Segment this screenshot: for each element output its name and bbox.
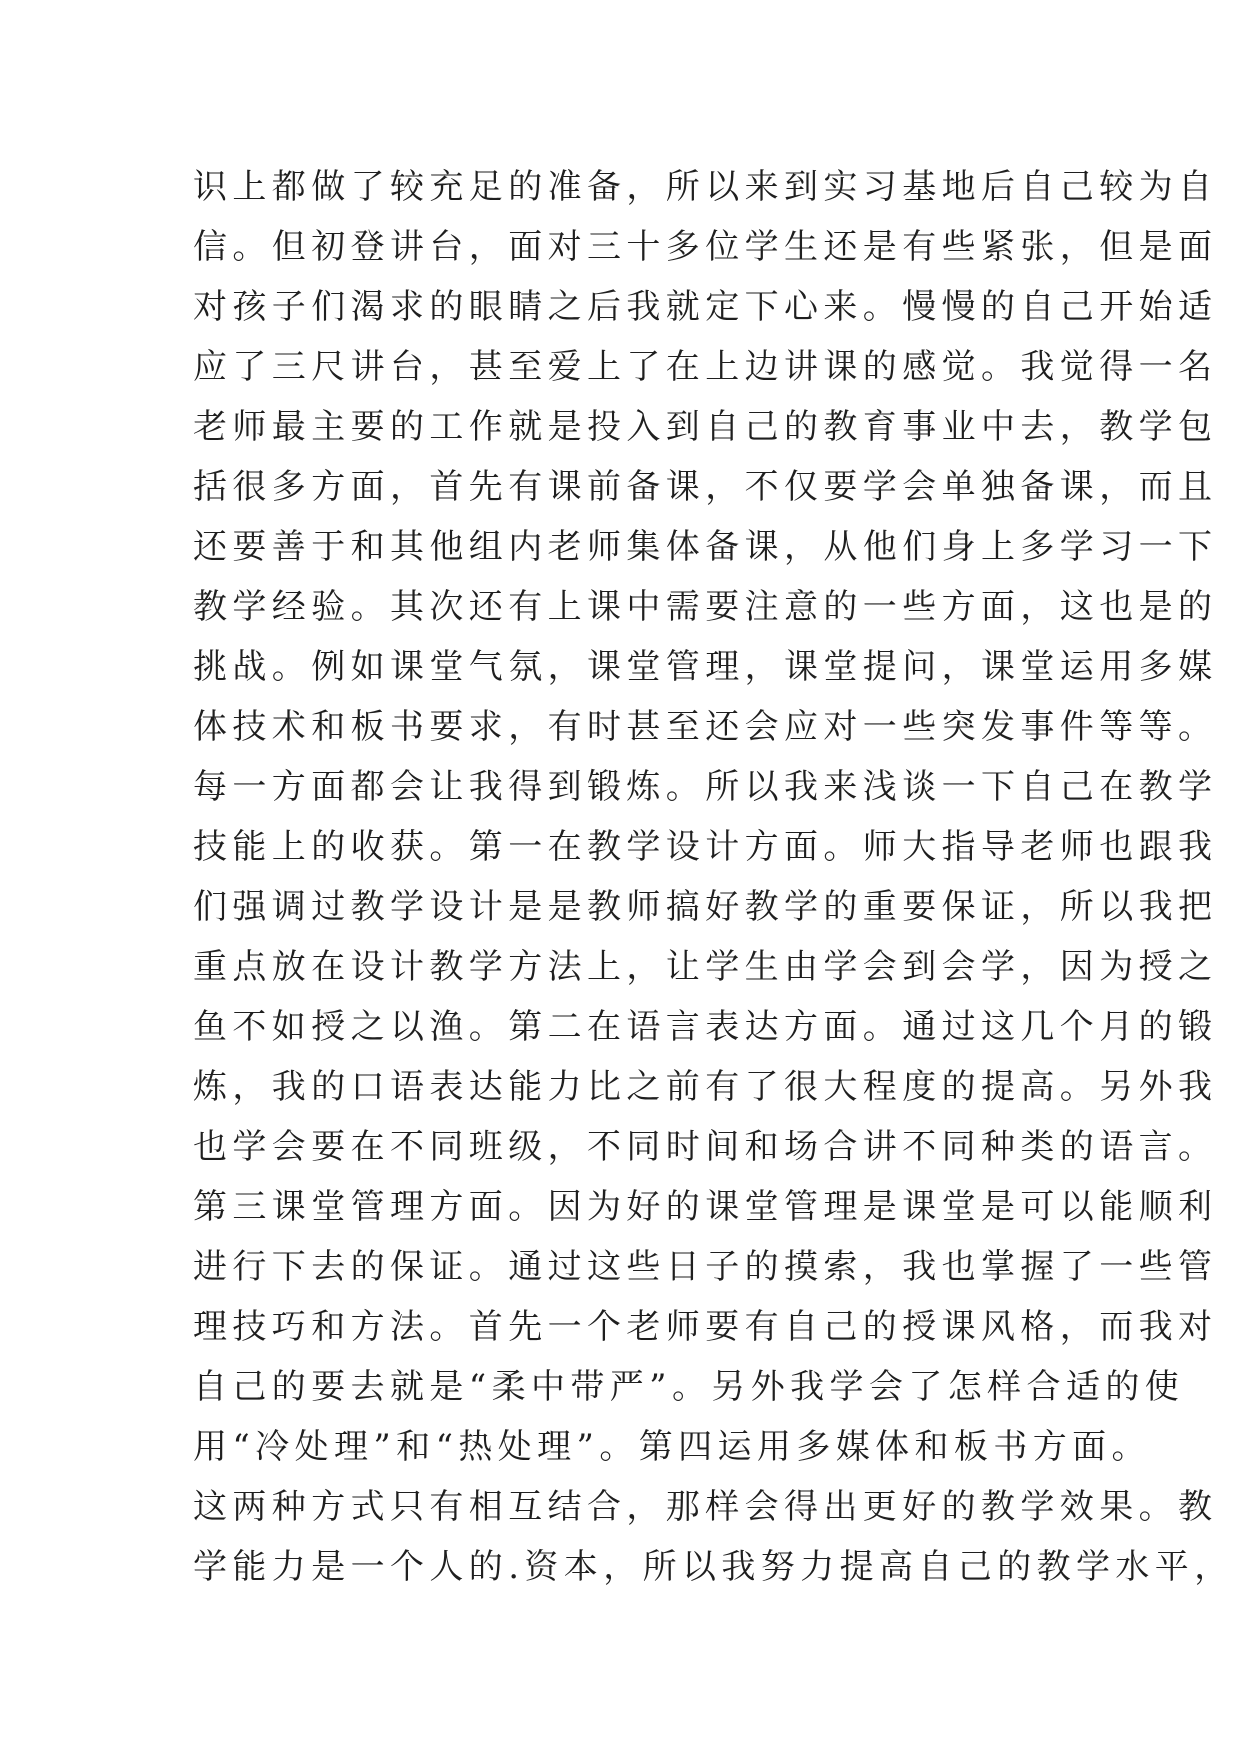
text-line: 信。但初登讲台，面对三十多位学生还是有些紧张，但是面 [193,227,1218,267]
text-line: 鱼不如授之以渔。第二在语言表达方面。通过这几个月的锻 [193,1007,1218,1047]
text-line: 对孩子们渴求的眼睛之后我就定下心来。慢慢的自己开始适 [193,287,1218,327]
text-line: 用“冷处理”和“热处理”。第四运用多媒体和板书方面。 [193,1427,1151,1467]
text-line: 第三课堂管理方面。因为好的课堂管理是课堂是可以能顺利 [193,1187,1218,1227]
text-line: 学能力是一个人的.资本，所以我努力提高自己的教学水平， [193,1547,1234,1587]
body-text [193,157,1234,1597]
text-line: 老师最主要的工作就是投入到自己的教育事业中去，教学包 [193,407,1218,447]
text-line: 挑战。例如课堂气氛，课堂管理，课堂提问，课堂运用多媒 [193,647,1218,687]
text-line: 还要善于和其他组内老师集体备课，从他们身上多学习一下 [193,527,1218,567]
text-line: 也学会要在不同班级，不同时间和场合讲不同种类的语言。 [193,1127,1218,1167]
text-line: 每一方面都会让我得到锻炼。所以我来浅谈一下自己在教学 [193,767,1218,807]
text-line: 技能上的收获。第一在教学设计方面。师大指导老师也跟我 [193,827,1218,867]
text-line: 进行下去的保证。通过这些日子的摸索，我也掌握了一些管 [193,1247,1218,1287]
text-line: 炼，我的口语表达能力比之前有了很大程度的提高。另外我 [193,1067,1218,1107]
text-line: 括很多方面，首先有课前备课，不仅要学会单独备课，而且 [193,467,1218,507]
text-line: 自己的要去就是“柔中带严”。另外我学会了怎样合适的使 [193,1367,1185,1407]
text-line: 重点放在设计教学方法上，让学生由学会到会学，因为授之 [193,947,1218,987]
text-line: 这两种方式只有相互结合，那样会得出更好的教学效果。教 [193,1487,1218,1527]
text-line: 体技术和板书要求，有时甚至还会应对一些突发事件等等。 [193,707,1218,747]
text-line: 识上都做了较充足的准备，所以来到实习基地后自己较为自 [193,167,1218,207]
text-line: 教学经验。其次还有上课中需要注意的一些方面，这也是的 [193,587,1218,627]
text-line: 应了三尺讲台，甚至爱上了在上边讲课的感觉。我觉得一名 [193,347,1218,387]
text-line: 们强调过教学设计是是教师搞好教学的重要保证，所以我把 [193,887,1218,927]
text-line: 理技巧和方法。首先一个老师要有自己的授课风格，而我对 [193,1307,1218,1347]
